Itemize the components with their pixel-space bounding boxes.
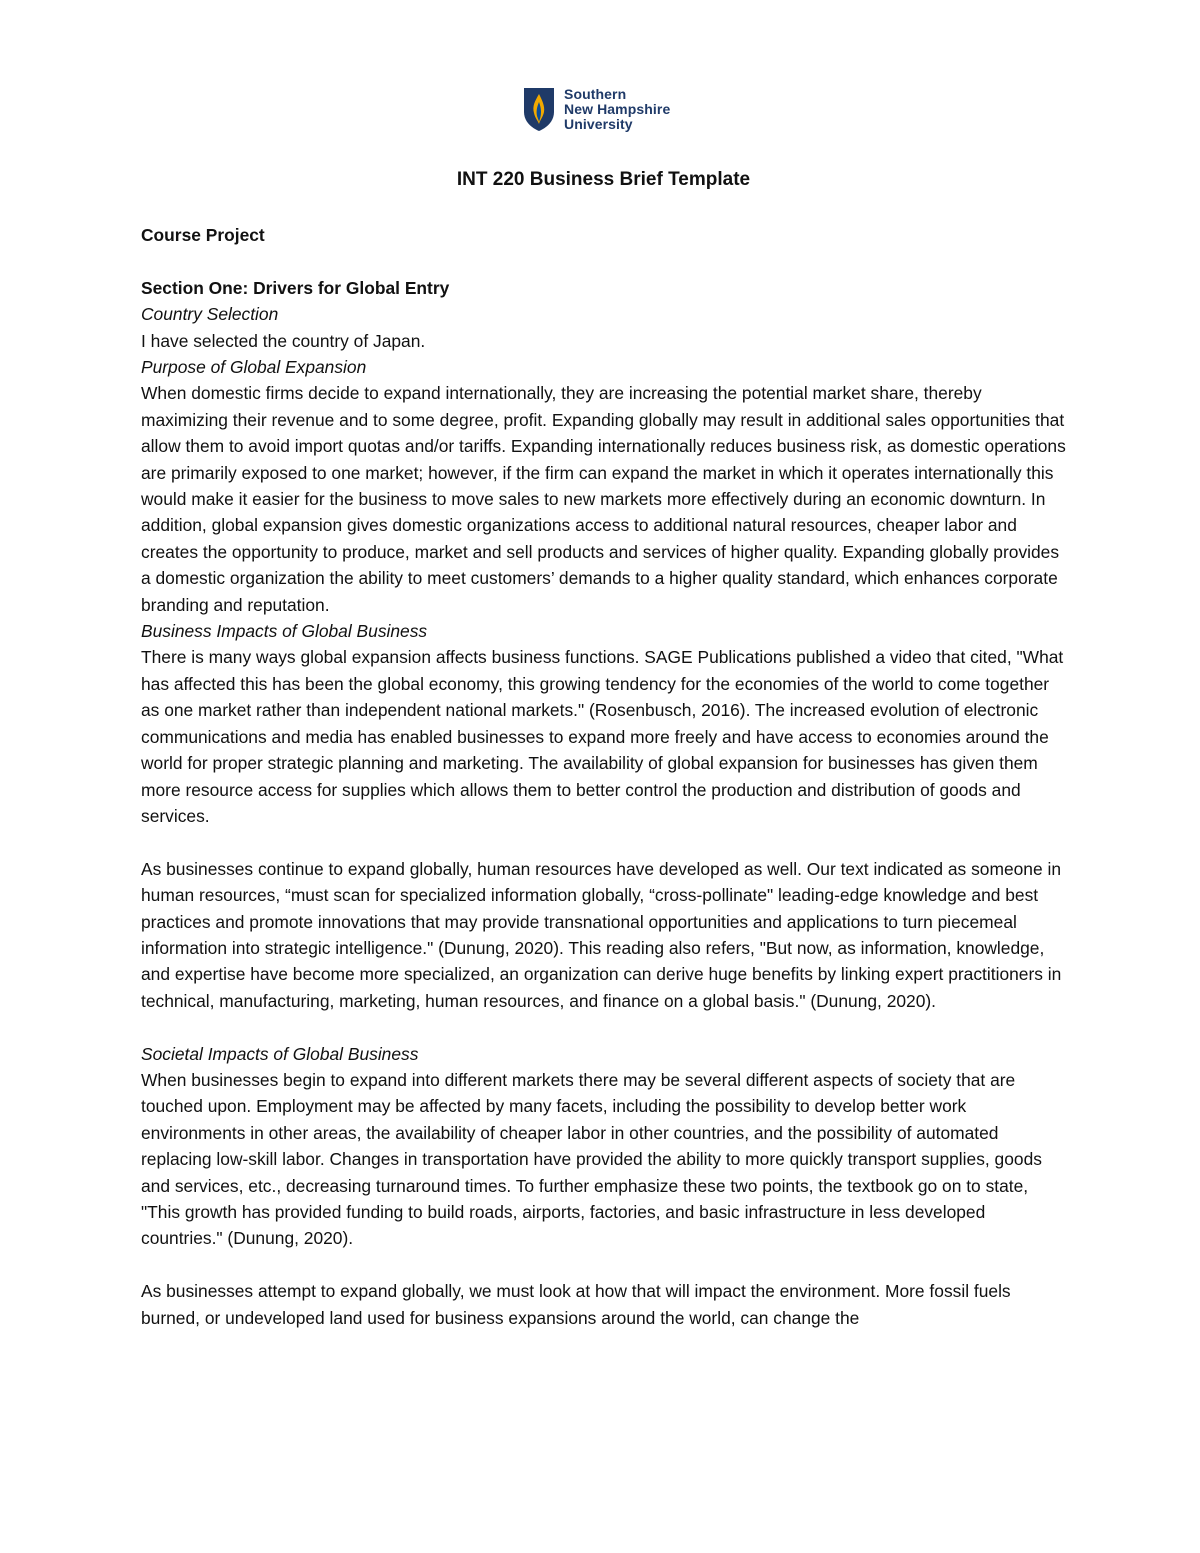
societal-impacts-paragraph-2: As businesses attempt to expand globally, we must look at how that will impact the environment. More fossil fuels burned, or undeveloped land used for business expansions around the world, can change the <box>141 1281 1011 1328</box>
purpose-text: When domestic firms decide to expand internationally, they are increasing the potential market share, thereby maximizing their revenue and to some degree, profit. Expanding globally may result in additional sales opportunities that allow them to avoid import quotas and/or tariffs. Expanding internationally reduces business risk, as domestic operations are primarily exposed to one market; however, if the firm can expand the market in which it operates internationally this would make it easier for the business to move sales to new markets more effectively during an economic downturn. In addition, global expansion gives domestic organizations access to additional natural resources, cheaper labor and creates the opportunity to produce, market and sell products and services of higher quality. Expanding globally provides a domestic organization the ability to meet customers’ demands to a higher quality standard, which enhances corporate branding and reputation. <box>141 383 1066 615</box>
spacer <box>141 1014 1066 1040</box>
logo-line-2: New Hampshire <box>564 100 671 117</box>
business-impacts-paragraph-1: There is many ways global expansion affects business functions. SAGE Publications published a video that cited, "What has affected this has been the global economy, this growing tendency for the economies of the world to come together as one market rather than independent national markets." (Rosenbusch, 2016). The increased evolution of electronic communications and media has enabled businesses to expand more freely and have access to economies around the world for proper strategic planning and marketing. The availability of global expansion for businesses has given them more resource access for supplies which allows them to better control the production and distribution of goods and services. <box>141 647 1064 826</box>
societal-impacts-paragraph-1: When businesses begin to expand into different markets there may be several different aspects of society that are touched upon. Employment may be affected by many facets, including the possibility to develop better work environments in other areas, the availability of cheaper labor in other countries, and the possibility of automated replacing low-skill labor. Changes in transportation have provided the ability to more quickly transport supplies, goods and services, etc., decreasing turnaround times. To further emphasize these two points, the textbook go on to state, "This growth has provided funding to build roads, airports, factories, and basic infrastructure in less developed countries." (Dunung, 2020). <box>141 1069 1042 1249</box>
societal-impacts-heading: Societal Impacts of Global Business <box>141 1043 419 1064</box>
course-project-heading: Course Project <box>141 225 265 245</box>
logo-line-1: Southern <box>564 85 627 102</box>
shield-flame-icon <box>522 86 556 132</box>
section-one-heading: Section One: Drivers for Global Entry <box>141 277 450 298</box>
spacer <box>141 829 1066 855</box>
spacer <box>141 248 1066 274</box>
business-impacts-paragraph-2: As businesses continue to expand globally, human resources have developed as well. Our text indicated as someone in human resources, “must scan for specialized information globally, “cross-pollinate" leading-edge knowledge and best practices and promote innovations that may provide transnational opportunities and applications to turn piecemeal information into strategic intelligence." (Dunung, 2020). This reading also refers, "But now, as information, knowledge, and expertise have become more specialized, an organization can derive huge benefits by linking expert practitioners in technical, manufacturing, marketing, human resources, and finance on a global basis." (Dunung, 2020). <box>141 858 1062 1011</box>
logo-line-3: University <box>564 115 633 132</box>
country-selection-heading: Country Selection <box>141 304 279 325</box>
university-logo <box>522 85 670 133</box>
document-body <box>141 164 1066 1331</box>
business-impacts-heading: Business Impacts of Global Business <box>141 621 428 642</box>
document-title: INT 220 Business Brief Template <box>456 169 751 190</box>
country-selection-text: I have selected the country of Japan. <box>141 330 426 351</box>
spacer <box>141 1252 1066 1278</box>
purpose-heading: Purpose of Global Expansion <box>141 357 367 378</box>
